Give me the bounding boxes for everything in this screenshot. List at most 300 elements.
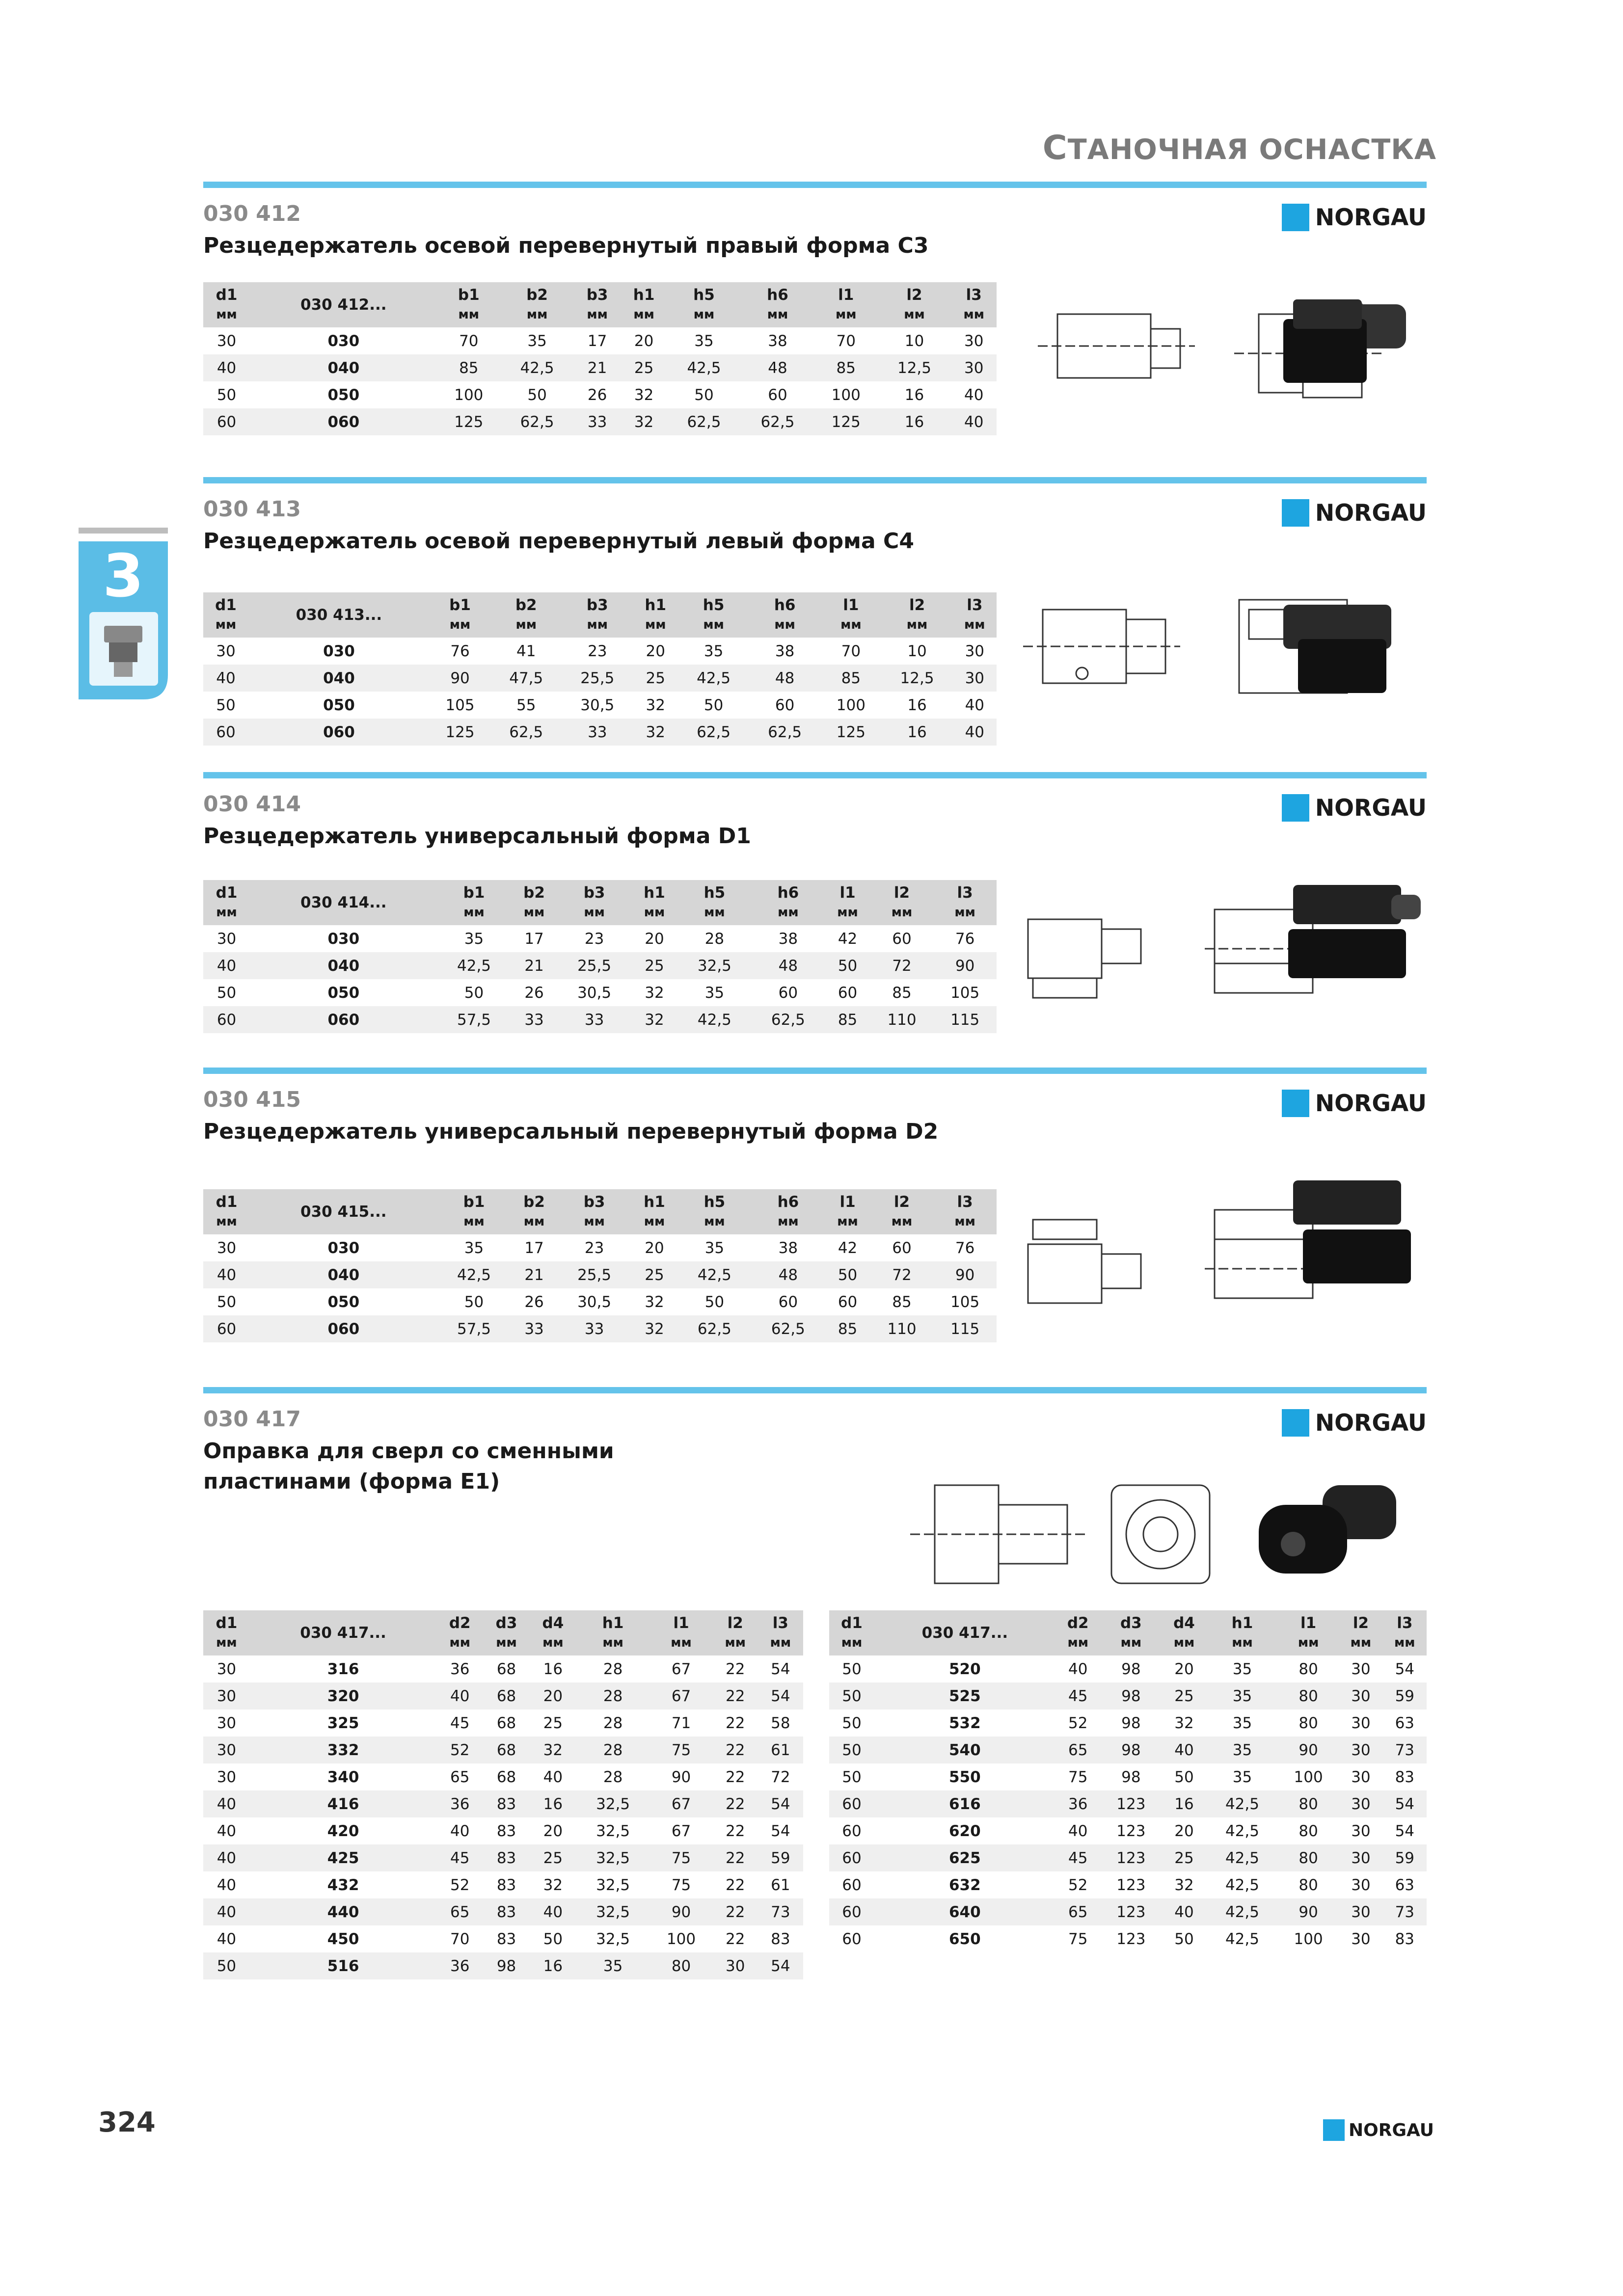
product-photo <box>1264 585 1421 703</box>
table-cell: 35 <box>694 332 714 350</box>
table-cell: 35 <box>1207 1736 1278 1763</box>
column-header: b1 мм <box>437 282 501 327</box>
table-cell: 10 <box>904 332 924 350</box>
footer-brand-logo: NORGAU <box>1323 2119 1434 2141</box>
table-cell: 620 <box>948 1822 981 1840</box>
table-cell: 050 <box>327 1293 360 1311</box>
table-cell: 75 <box>649 1736 712 1763</box>
column-header: b3 мм <box>558 880 631 925</box>
table-cell: 16 <box>530 1952 576 1979</box>
table-cell: 68 <box>496 1714 516 1732</box>
table-cell: 25 <box>1162 1844 1207 1871</box>
table-cell: 54 <box>1383 1790 1427 1817</box>
table-cell: 22 <box>726 1930 745 1948</box>
table-cell: 110 <box>870 1315 934 1342</box>
table-cell: 30 <box>1339 1844 1382 1871</box>
table-cell: 83 <box>483 1790 530 1817</box>
table-cell: 50 <box>216 696 236 714</box>
table-cell: 50 <box>1174 1930 1194 1948</box>
table-cell: 30 <box>953 665 997 692</box>
table-cell: 40 <box>216 1930 237 1948</box>
table-cell: 20 <box>634 332 654 350</box>
column-header: l3 мм <box>953 592 997 638</box>
table-cell: 73 <box>1383 1898 1427 1925</box>
table-cell: 22 <box>726 1822 745 1840</box>
column-header: l3 мм <box>933 880 997 925</box>
column-header: h6 мм <box>749 592 820 638</box>
column-header: h1 мм <box>621 282 667 327</box>
section-code: 030 415 <box>203 1087 301 1112</box>
table-cell: 060 <box>248 719 430 746</box>
table-cell: 30,5 <box>580 696 615 714</box>
column-header: b1 мм <box>437 880 511 925</box>
table-cell: 40 <box>216 1876 237 1894</box>
table-cell: 54 <box>771 1660 790 1678</box>
table-cell: 76 <box>450 642 470 660</box>
table-cell: 32 <box>633 719 678 746</box>
table-cell: 32 <box>631 1006 678 1033</box>
table-cell: 45 <box>1055 1682 1101 1709</box>
column-header: l1 мм <box>814 282 878 327</box>
table-cell: 76 <box>955 1239 975 1257</box>
table-cell: 72 <box>870 1261 934 1288</box>
table-cell: 30 <box>1351 1876 1371 1894</box>
table-row <box>203 1844 803 1871</box>
table-cell: 38 <box>778 1239 798 1257</box>
table-cell: 30 <box>1351 1660 1371 1678</box>
table-cell: 40 <box>965 696 985 714</box>
table-cell: 32,5 <box>596 1930 630 1948</box>
table-cell: 32,5 <box>576 1790 650 1817</box>
table-cell: 32 <box>645 1293 664 1311</box>
table-cell: 32 <box>1174 1876 1194 1894</box>
table-cell: 50 <box>216 1293 237 1311</box>
table-cell: 85 <box>892 984 912 1002</box>
section-title: Оправка для сверл со сменными пластинами (форма E1) <box>203 1439 614 1494</box>
table-cell: 83 <box>771 1930 790 1948</box>
column-header: h5 мм <box>677 1189 751 1234</box>
table-cell: 68 <box>496 1660 516 1678</box>
section-030415 <box>203 1068 1427 1342</box>
table-cell: 60 <box>838 984 858 1002</box>
table-cell: 50 <box>703 696 724 714</box>
table-row <box>203 1790 803 1817</box>
table-cell: 83 <box>496 1930 516 1948</box>
table-row <box>829 1817 1427 1844</box>
table-row <box>203 1952 803 1979</box>
column-header: b2 мм <box>490 592 562 638</box>
table-cell: 123 <box>1101 1844 1162 1871</box>
column-header: l2 мм <box>870 880 934 925</box>
table-cell: 40 <box>216 1822 237 1840</box>
column-header: l3 мм <box>1383 1610 1427 1655</box>
table-cell: 40 <box>1162 1736 1207 1763</box>
table-cell: 20 <box>645 1239 664 1257</box>
table-cell: 40 <box>203 1790 250 1817</box>
table-cell: 35 <box>464 1239 484 1257</box>
table-cell: 52 <box>450 1876 470 1894</box>
table-cell: 40 <box>1162 1898 1207 1925</box>
table-cell: 42,5 <box>1225 1822 1259 1840</box>
table-cell: 36 <box>1055 1790 1101 1817</box>
table-cell: 115 <box>933 1315 997 1342</box>
table-cell: 50 <box>464 984 484 1002</box>
table-cell: 70 <box>841 642 861 660</box>
column-header: h1 мм <box>1207 1610 1278 1655</box>
table-cell: 20 <box>1174 1660 1194 1678</box>
table-cell: 100 <box>1294 1768 1323 1786</box>
table-cell: 83 <box>1395 1930 1415 1948</box>
table-cell: 525 <box>874 1682 1055 1709</box>
table-cell: 35 <box>464 930 484 948</box>
column-header: d1 мм <box>203 592 248 638</box>
spec-table <box>203 282 997 435</box>
column-header: l2 мм <box>713 1610 758 1655</box>
table-cell: 63 <box>1395 1714 1415 1732</box>
table-cell: 21 <box>511 1261 558 1288</box>
table-cell: 22 <box>713 1682 758 1709</box>
column-header: l1 мм <box>825 880 870 925</box>
table-cell: 50 <box>694 386 714 404</box>
table-cell: 420 <box>327 1822 359 1840</box>
table-cell: 25,5 <box>558 1261 631 1288</box>
table-cell: 60 <box>768 386 787 404</box>
column-header: d1 мм <box>203 282 250 327</box>
table-cell: 62,5 <box>749 719 820 746</box>
table-cell: 32,5 <box>596 1876 630 1894</box>
column-header: b2 мм <box>511 880 558 925</box>
column-header: 030 412... <box>250 282 437 327</box>
table-cell: 30 <box>1339 1898 1382 1925</box>
table-row <box>829 1682 1427 1709</box>
table-cell: 10 <box>907 642 927 660</box>
table-cell: 16 <box>1162 1790 1207 1817</box>
table-row <box>829 1736 1427 1763</box>
section-title: Резцедержатель универсальный форма D1 <box>203 824 751 849</box>
table-cell: 616 <box>874 1790 1055 1817</box>
table-cell: 100 <box>831 386 861 404</box>
column-header: b1 мм <box>430 592 490 638</box>
table-cell: 90 <box>933 1261 997 1288</box>
table-cell: 25 <box>530 1844 576 1871</box>
table-cell: 30 <box>951 354 997 381</box>
table-cell: 040 <box>248 665 430 692</box>
table-cell: 32 <box>631 1315 678 1342</box>
product-photo <box>1273 1171 1431 1298</box>
table-cell: 60 <box>842 1822 862 1840</box>
table-cell: 23 <box>584 1239 604 1257</box>
section-title: Резцедержатель осевой перевернутый правый форма C3 <box>203 233 929 258</box>
table-cell: 60 <box>775 696 795 714</box>
table-row <box>203 1261 997 1288</box>
table-cell: 40 <box>1068 1822 1088 1840</box>
table-cell: 80 <box>1278 1790 1339 1817</box>
column-header: h6 мм <box>751 880 825 925</box>
table-cell: 32,5 <box>677 952 751 979</box>
table-cell: 35 <box>1207 1682 1278 1709</box>
table-cell: 32,5 <box>596 1822 630 1840</box>
table-row <box>203 692 997 719</box>
table-cell: 30 <box>203 1736 250 1763</box>
table-cell: 33 <box>511 1315 558 1342</box>
column-header: h1 мм <box>631 1189 678 1234</box>
table-cell: 50 <box>842 1660 862 1678</box>
table-cell: 540 <box>874 1736 1055 1763</box>
table-cell: 520 <box>948 1660 981 1678</box>
table-cell: 50 <box>829 1682 874 1709</box>
table-cell: 42,5 <box>1225 1930 1259 1948</box>
table-cell: 17 <box>524 930 544 948</box>
table-row <box>203 638 997 665</box>
brand-logo: NORGAU <box>1282 499 1427 527</box>
table-cell: 90 <box>1278 1898 1339 1925</box>
column-header: l1 мм <box>820 592 881 638</box>
table-cell: 30 <box>203 1682 250 1709</box>
table-cell: 60 <box>838 1293 858 1311</box>
table-cell: 30 <box>216 1239 237 1257</box>
table-cell: 90 <box>671 1768 691 1786</box>
spec-table-left <box>203 1610 803 1979</box>
table-row <box>829 1763 1427 1790</box>
table-cell: 550 <box>948 1768 981 1786</box>
table-cell: 33 <box>558 1315 631 1342</box>
table-cell: 36 <box>436 1952 483 1979</box>
table-cell: 30 <box>1339 1790 1382 1817</box>
table-cell: 98 <box>483 1952 530 1979</box>
table-cell: 060 <box>250 408 437 435</box>
table-cell: 30 <box>1351 1822 1371 1840</box>
table-cell: 38 <box>778 930 798 948</box>
section-code: 030 414 <box>203 792 301 817</box>
table-cell: 16 <box>530 1790 576 1817</box>
table-cell: 28 <box>603 1660 623 1678</box>
table-cell: 040 <box>250 354 437 381</box>
table-cell: 54 <box>1395 1822 1415 1840</box>
table-cell: 42,5 <box>677 1006 751 1033</box>
table-cell: 57,5 <box>437 1006 511 1033</box>
table-cell: 17 <box>524 1239 544 1257</box>
table-cell: 40 <box>436 1682 483 1709</box>
table-cell: 54 <box>758 1952 803 1979</box>
column-header: d4 мм <box>1162 1610 1207 1655</box>
brand-logo: NORGAU <box>1282 1090 1427 1117</box>
column-header: b3 мм <box>574 282 621 327</box>
table-cell: 20 <box>646 642 665 660</box>
table-cell: 33 <box>511 1006 558 1033</box>
table-cell: 25 <box>631 1261 678 1288</box>
table-cell: 26 <box>587 386 607 404</box>
table-cell: 62,5 <box>751 1006 825 1033</box>
column-header: d1 мм <box>829 1610 874 1655</box>
table-row <box>203 1655 803 1682</box>
table-cell: 80 <box>1298 1714 1318 1732</box>
table-cell: 40 <box>953 719 997 746</box>
table-cell: 32,5 <box>576 1844 650 1871</box>
table-cell: 40 <box>951 408 997 435</box>
table-cell: 42 <box>838 1239 858 1257</box>
section-code: 030 413 <box>203 497 301 522</box>
spec-table <box>203 592 997 746</box>
table-cell: 650 <box>948 1930 981 1948</box>
spec-table <box>203 1189 997 1342</box>
column-header: l3 мм <box>758 1610 803 1655</box>
section-code: 030 412 <box>203 201 301 226</box>
table-cell: 35 <box>1232 1768 1252 1786</box>
table-cell: 42,5 <box>1207 1790 1278 1817</box>
table-cell: 28 <box>576 1682 650 1709</box>
table-cell: 63 <box>1395 1876 1415 1894</box>
table-cell: 632 <box>948 1876 981 1894</box>
table-cell: 50 <box>527 386 547 404</box>
brand-logo: NORGAU <box>1282 1409 1427 1437</box>
table-cell: 80 <box>1278 1682 1339 1709</box>
column-header: 030 417... <box>874 1610 1055 1655</box>
table-cell: 35 <box>527 332 547 350</box>
table-cell: 22 <box>726 1768 745 1786</box>
table-cell: 62,5 <box>500 408 574 435</box>
chapter-number: 3 <box>103 542 144 611</box>
table-cell: 100 <box>666 1930 696 1948</box>
table-cell: 50 <box>216 386 237 404</box>
table-row <box>203 1288 997 1315</box>
table-cell: 70 <box>459 332 479 350</box>
table-cell: 33 <box>574 408 621 435</box>
table-cell: 22 <box>713 1844 758 1871</box>
section-title: Резцедержатель осевой перевернутый левый форма C4 <box>203 529 914 554</box>
column-header: 030 415... <box>250 1189 437 1234</box>
table-cell: 35 <box>1232 1660 1252 1678</box>
table-cell: 30 <box>216 642 236 660</box>
column-header: h5 мм <box>677 880 751 925</box>
table-cell: 25 <box>543 1714 563 1732</box>
table-cell: 52 <box>1068 1876 1088 1894</box>
table-cell: 62,5 <box>751 1315 825 1342</box>
column-header: h6 мм <box>741 282 814 327</box>
table-cell: 85 <box>437 354 501 381</box>
table-cell: 30,5 <box>577 1293 612 1311</box>
table-cell: 100 <box>454 386 484 404</box>
table-cell: 17 <box>587 332 607 350</box>
table-cell: 35 <box>703 642 724 660</box>
table-cell: 41 <box>516 642 536 660</box>
table-cell: 67 <box>649 1790 712 1817</box>
table-cell: 40 <box>530 1898 576 1925</box>
column-header: h1 мм <box>631 880 678 925</box>
table-cell: 20 <box>1174 1822 1194 1840</box>
table-cell: 30 <box>216 1714 237 1732</box>
table-cell: 50 <box>842 1714 862 1732</box>
table-row <box>829 1898 1427 1925</box>
table-cell: 105 <box>445 696 475 714</box>
table-cell: 76 <box>955 930 975 948</box>
table-cell: 98 <box>1101 1736 1162 1763</box>
table-row <box>203 979 997 1006</box>
table-cell: 35 <box>576 1952 650 1979</box>
table-row <box>203 1006 997 1033</box>
table-cell: 98 <box>1121 1768 1141 1786</box>
table-cell: 25 <box>1162 1682 1207 1709</box>
table-cell: 50 <box>464 1293 484 1311</box>
table-cell: 50 <box>704 1293 725 1311</box>
table-cell: 340 <box>327 1768 359 1786</box>
table-cell: 23 <box>584 930 604 948</box>
table-cell: 325 <box>327 1714 359 1732</box>
column-header: b1 мм <box>437 1189 511 1234</box>
table-cell: 62,5 <box>678 719 749 746</box>
table-cell: 30 <box>1351 1714 1371 1732</box>
table-cell: 12,5 <box>882 665 953 692</box>
table-cell: 54 <box>758 1790 803 1817</box>
table-cell: 16 <box>543 1660 563 1678</box>
table-row <box>829 1844 1427 1871</box>
table-cell: 125 <box>437 408 501 435</box>
table-cell: 80 <box>1298 1660 1318 1678</box>
table-cell: 40 <box>203 665 248 692</box>
table-cell: 32 <box>621 408 667 435</box>
table-cell: 85 <box>825 1006 870 1033</box>
table-cell: 21 <box>574 354 621 381</box>
table-cell: 40 <box>543 1768 563 1786</box>
column-header: d3 мм <box>483 1610 530 1655</box>
table-cell: 22 <box>713 1736 758 1763</box>
column-header: l2 мм <box>882 592 953 638</box>
table-cell: 105 <box>950 1293 980 1311</box>
table-cell: 35 <box>704 1239 725 1257</box>
column-header: l2 мм <box>1339 1610 1382 1655</box>
table-cell: 123 <box>1116 1876 1146 1894</box>
column-header: 030 414... <box>250 880 437 925</box>
table-cell: 32 <box>1174 1714 1194 1732</box>
brand-logo: NORGAU <box>1282 794 1427 822</box>
table-cell: 100 <box>1294 1930 1323 1948</box>
table-row <box>203 1871 803 1898</box>
table-cell: 30 <box>1351 1930 1371 1948</box>
table-cell: 332 <box>250 1736 436 1763</box>
table-cell: 61 <box>758 1736 803 1763</box>
product-photo <box>1264 280 1421 398</box>
table-row <box>203 925 997 952</box>
table-row <box>203 1234 997 1261</box>
table-cell: 30 <box>1339 1736 1382 1763</box>
table-cell: 30 <box>216 1660 237 1678</box>
table-cell: 50 <box>829 1736 874 1763</box>
table-cell: 48 <box>751 1261 825 1288</box>
table-cell: 98 <box>1121 1660 1141 1678</box>
table-row <box>203 1682 803 1709</box>
table-cell: 42,5 <box>678 665 749 692</box>
table-cell: 72 <box>870 952 934 979</box>
chapter-tab[interactable] <box>79 528 168 699</box>
table-cell: 20 <box>543 1822 563 1840</box>
table-cell: 62,5 <box>677 1315 751 1342</box>
table-row <box>203 1817 803 1844</box>
table-cell: 85 <box>825 1315 870 1342</box>
table-cell: 60 <box>842 1930 862 1948</box>
column-header: 030 417... <box>250 1610 436 1655</box>
table-cell: 45 <box>1055 1844 1101 1871</box>
table-cell: 115 <box>933 1006 997 1033</box>
section-030414 <box>203 772 1427 1047</box>
table-cell: 38 <box>768 332 787 350</box>
column-header: d2 мм <box>1055 1610 1101 1655</box>
column-header: h1 мм <box>576 1610 650 1655</box>
table-cell: 42,5 <box>437 1261 511 1288</box>
table-cell: 125 <box>814 408 878 435</box>
table-cell: 21 <box>511 952 558 979</box>
table-cell: 80 <box>1278 1844 1339 1871</box>
table-cell: 59 <box>1383 1682 1427 1709</box>
column-header: h1 мм <box>633 592 678 638</box>
